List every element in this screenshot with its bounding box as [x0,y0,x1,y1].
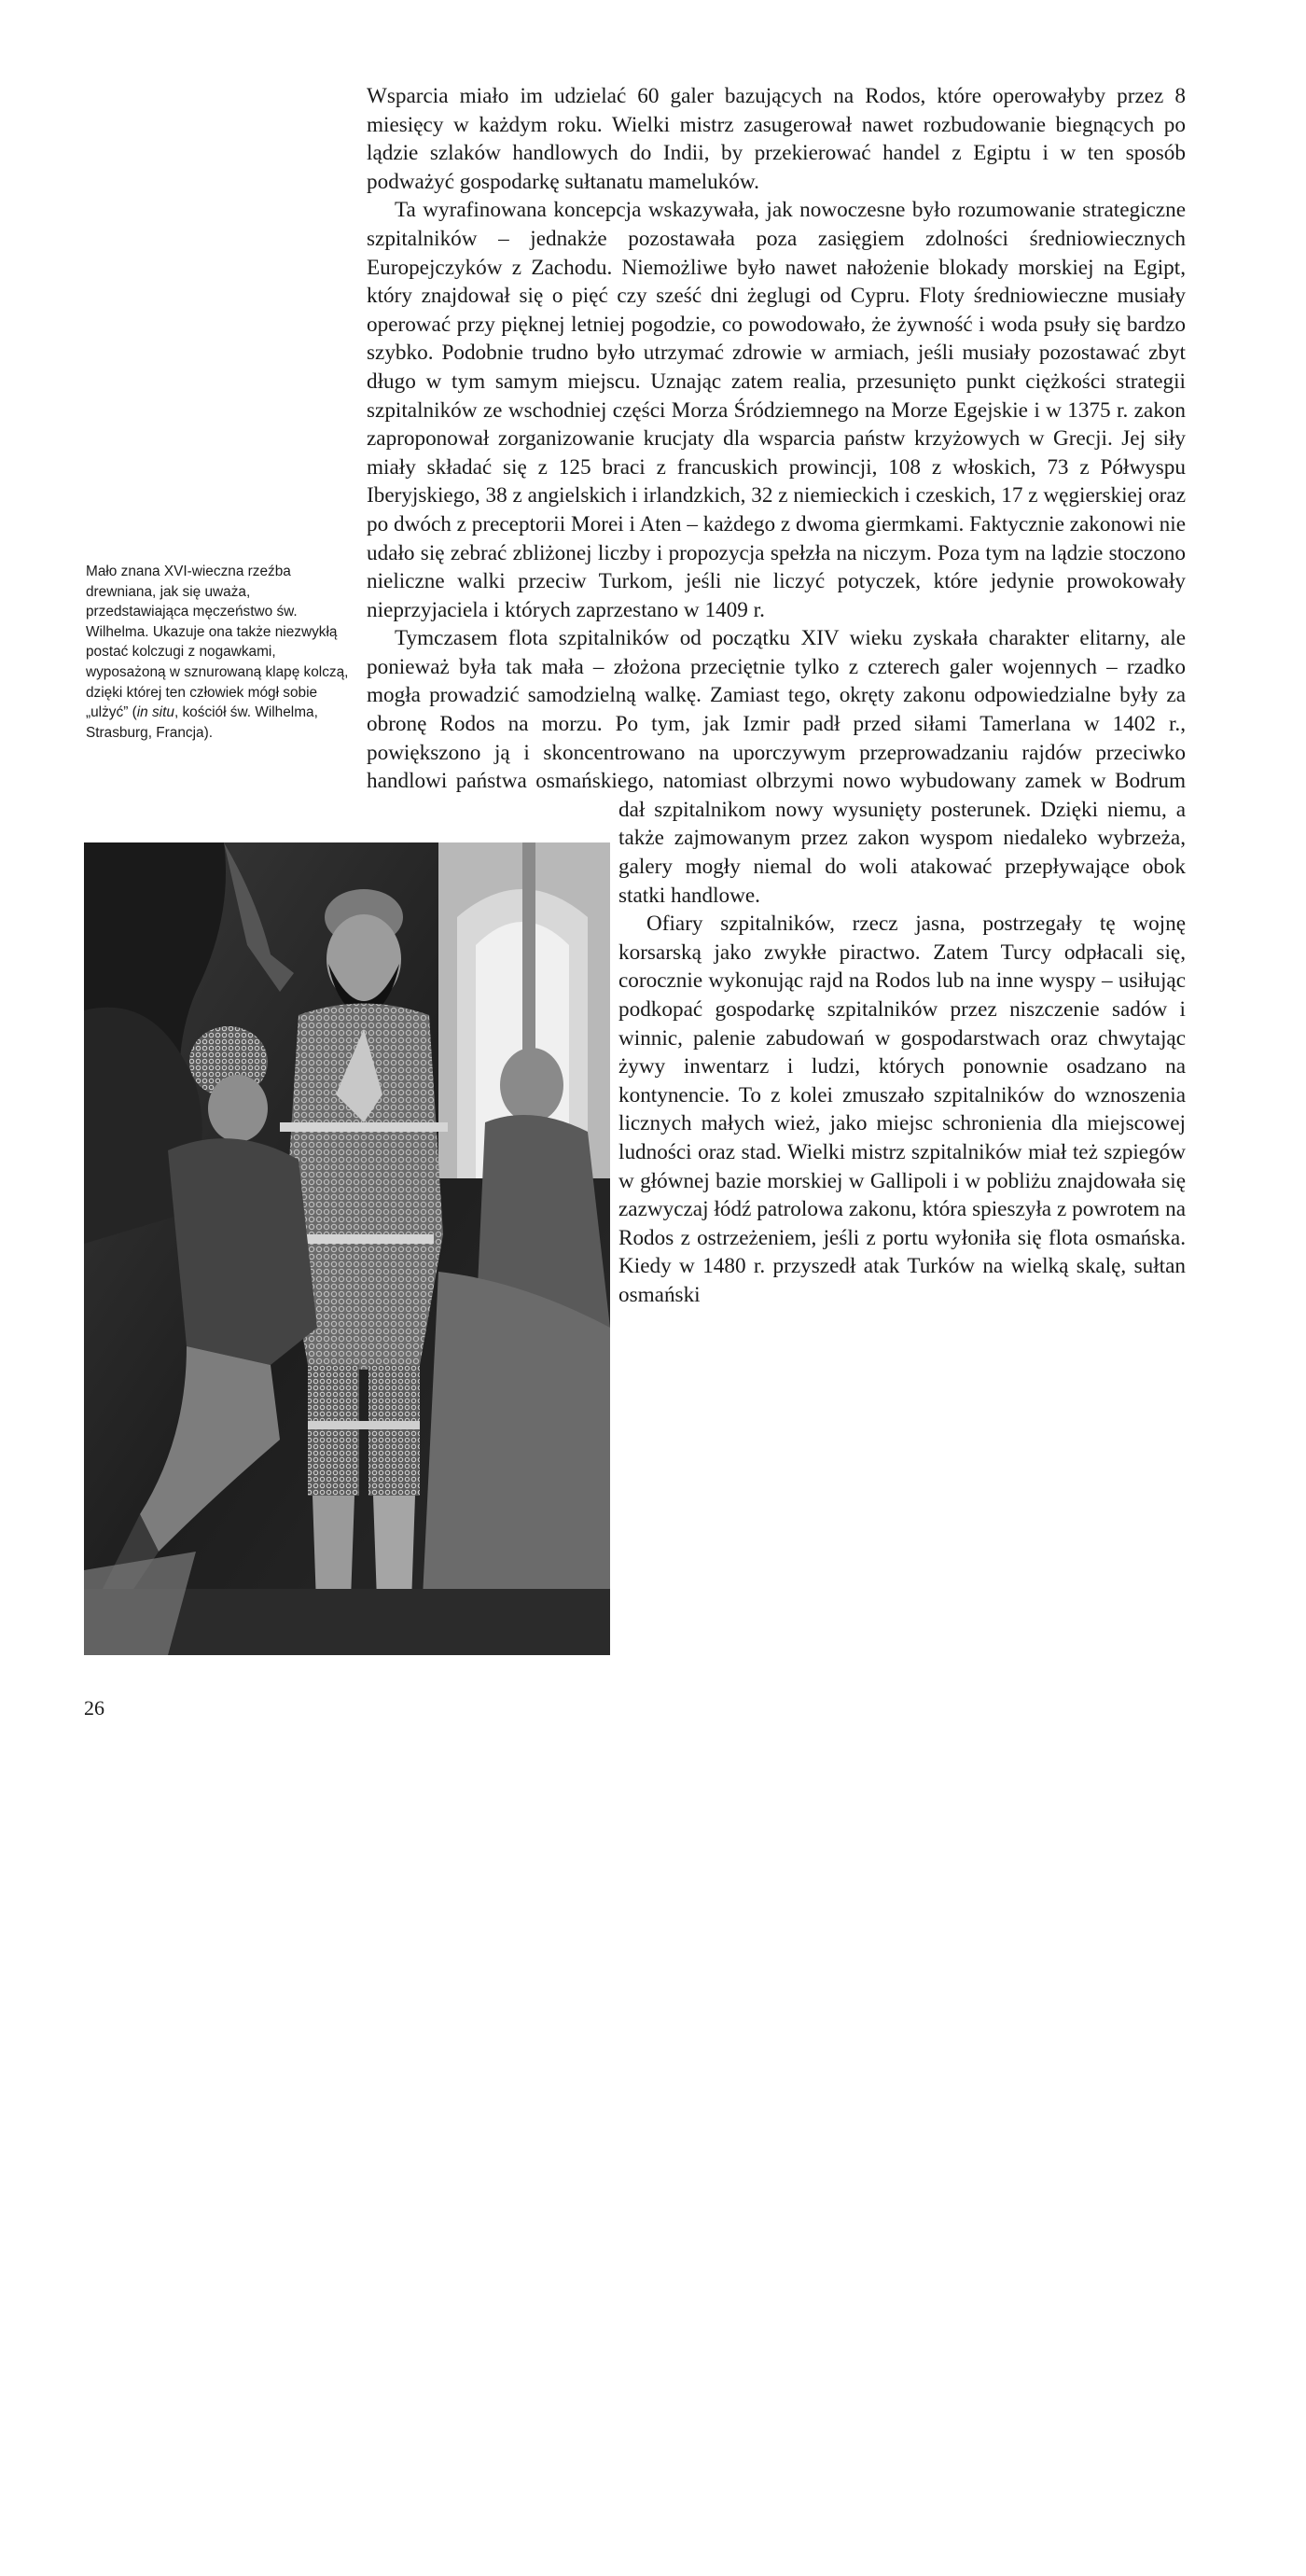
sculpture-photo-art [84,842,610,1655]
paragraph-1: Wsparcia miało im udzielać 60 galer bazujących na Rodos, które operowałyby przez 8 miesięcy w każdym roku. Wielki mistrz zasugerował nawet rozbudowanie biegnących po lądzie szlaków handlowych do Indii, by przekierować handel z Egiptu i w ten sposób podważyć gospodarkę sułtanatu mameluków. [367,84,1186,194]
paragraph-4: Ofiary szpitalników, rzecz jasna, postrzegały tę wojnę korsarską jako zwykłe piractwo. Zatem Turcy odpłacali się, corocznie wykonując rajd na Rodos lub na inne wyspy – usiłując podkopać gospodarkę szpitalników przez niszczenie sadów i winnic, palenie zabudowań w gospodarstwach oraz chwytając żywy inwentarz i ludzi, których ponownie osadzano na kontynencie. To z kolei zmuszało szpitalników do wznoszenia licznych małych wież, jako miejsc schronienia dla miejscowej ludności oraz stad. Wielki mistrz szpitalników miał też szpiegów w głównej bazie morskiej w Gallipoli i w pobliżu znajdowała się zazwyczaj łódź patrolowa zakonu, która spieszyła z powrotem na Rodos z ostrzeżeniem, jeśli z portu wyłoniła się flota osmańska. Kiedy w 1480 r. przyszedł atak Turków na wielką skalę, sułtan osmański [618,912,1186,1307]
caption-text-2: , kościół św. Wilhelma, Strasburg, Francja). [86,704,318,741]
sculpture-photograph [84,842,610,1655]
caption-italic: in situ [136,704,174,721]
figure-caption [86,562,349,743]
paragraph-2: Ta wyrafinowana koncepcja wskazywała, jak nowoczesne było rozumowanie strategiczne szpitalników – jednakże pozostawała poza zasięgiem zdolności średniowiecznych Europejczyków z Zachodu. Niemożliwe było nawet nałożenie blokady morskiej na Egipt, który znajdował się o pięć czy sześć dni żeglugi od Cypru. Floty średniowieczne musiały operować przy pięknej letniej pogodzie, co powodowało, że żywność i woda psuły się bardzo szybko. Podobnie trudno było utrzymać zdrowie w armiach, jeśli musiały pozostawać zbyt długo w tym samym miejscu. Uznając zatem realia, przesunięto punkt ciężkości strategii szpitalników ze wschodniej części Morza Śródziemnego na Morze Egejskie i w 1375 r. zakon zaproponował zorganizowanie krucjaty dla wsparcia państw krzyżowych w Grecji. Jej siły miały składać się z 125 braci z francuskich prowincji, 108 z włoskich, 73 z Półwyspu Iberyjskiego, 38 z angielskich i irlandzkich, 32 z niemieckich i czeskich, 17 z węgierskiej oraz po dwóch z preceptorii Morei i Aten – każdego z dwoma giermkami. Faktycznie zakonowi nie udało się zebrać zbliżonej liczby i propozycja spełzła na niczym. Poza tym na lądzie stoczono nieliczne walki przeciw Turkom, jeśli nie liczyć potyczek, które jedynie prowokowały nieprzyjaciela i których zaprzestano w 1409 r. [367,198,1186,622]
page-number: 26 [84,1696,104,1720]
caption-text-1: Mało znana XVI-wieczna rzeźba drewniana, jak się uważa, przedstawiająca męczeństwo św. Wilhelma. Ukazuje ona także niezwykłą postać kolczugi z nogawkami, wyposażoną w sznurowaną klapę kolczą, dzięki której ten człowiek mógł sobie „ulżyć” ( [86,564,349,721]
paragraph-3: Tymczasem flota szpitalników od początku XIV wieku zyskała charakter elitarny, ale ponieważ była tak mała – złożona przeciętnie tylko z czterech galer wojennych – rzadko mogła prowadzić samodzielną walkę. Zamiast tego, okręty zakonu odpowiedzialne były za obronę Rodos na morzu. Po tym, jak Izmir padł przed siłami Tamerlana w 1402 r., powiększono ją i skoncentrowano na uporczywym przeprowadzaniu rajdów przeciwko handlowi państwa osmańskiego, natomiast olbrzymi nowo wybudowany zamek w Bodrum dał szpitalnikom nowy wysunięty posterunek. Dzięki niemu, a także zajmowanym przez zakon wyspom niedaleko wybrzeża, galery mogły niemal do woli atakować przepływające obok statki handlowe. [367,626,1186,908]
